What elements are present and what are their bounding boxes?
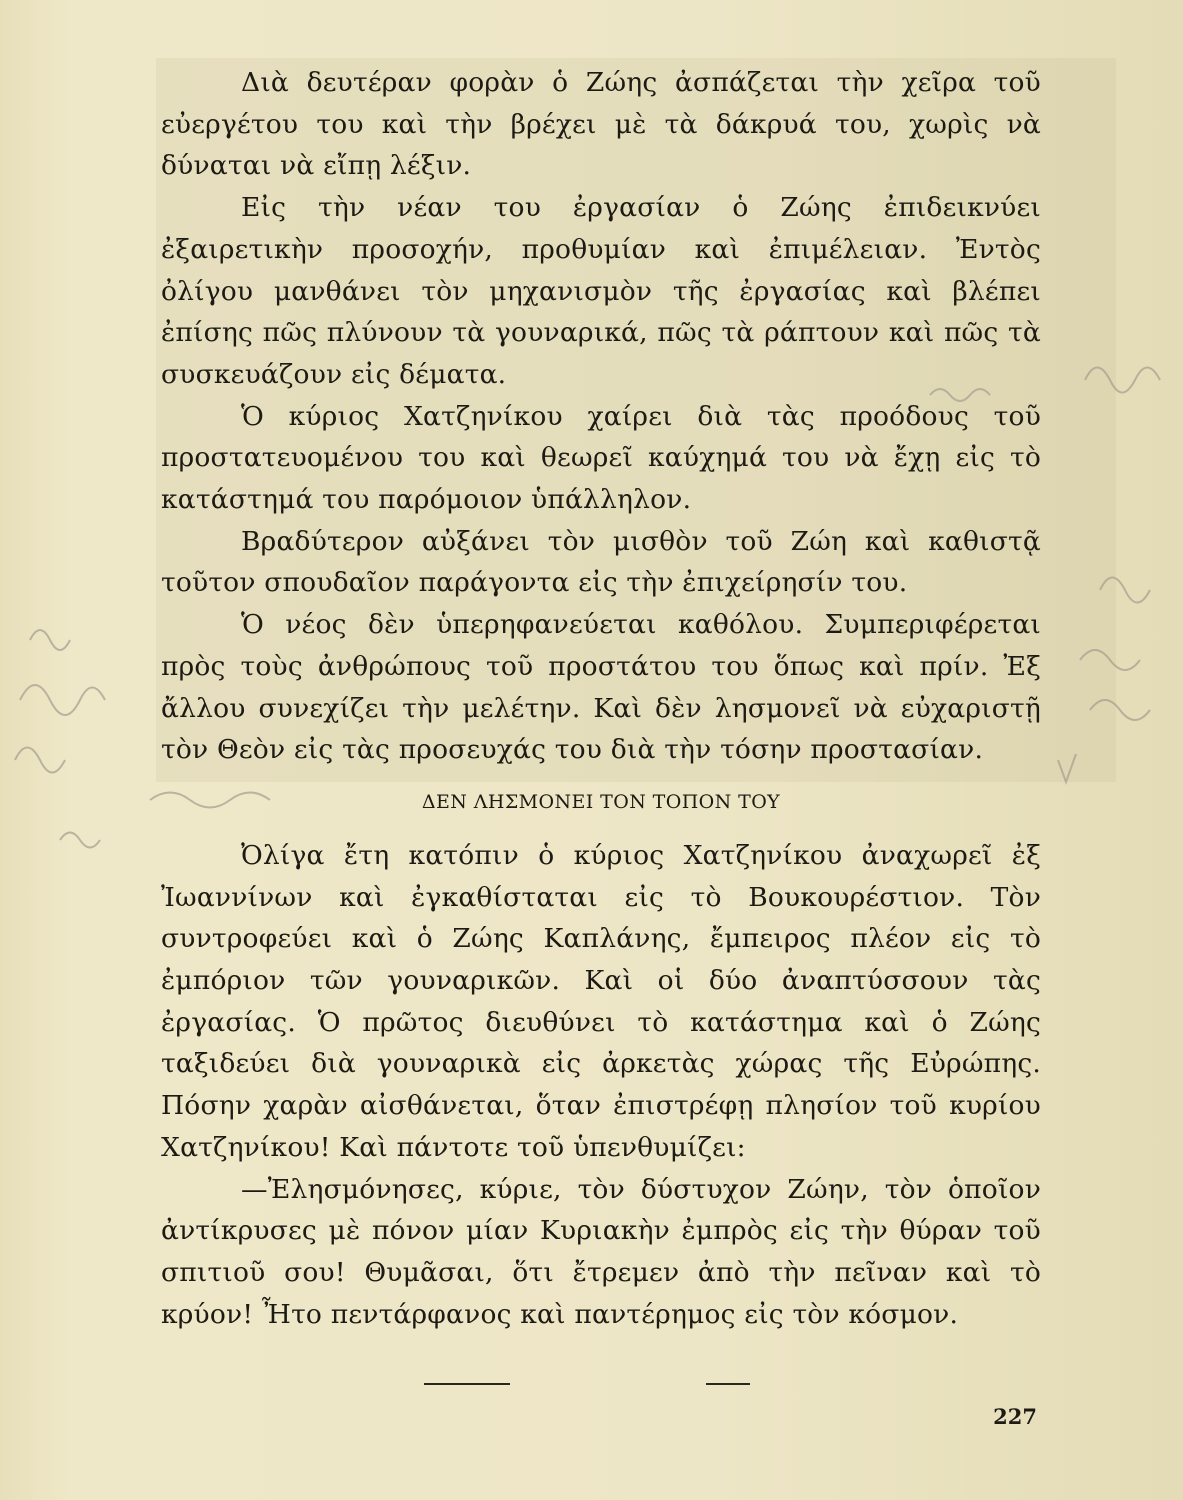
- paragraph-6: Ὀλίγα ἔτη κατόπιν ὁ κύριος Χατζηνίκου ἀναχωρεῖ ἐξ Ἰωαννίνων καὶ ἐγκαθίσταται εἰς τὸ Βουκουρέστιον. Τὸν συντροφεύει καὶ ὁ Ζώης Καπλάνης, ἔμπειρος πλέον εἰς τὸ ἐμπόριον τῶν γουναρικῶν. Καὶ οἱ δύο ἀναπτύσσουν τὰς ἐργασίας. Ὁ πρῶτος διευθύνει τὸ κατάστημα καὶ ὁ Ζώης ταξιδεύει διὰ γουναρικὰ εἰς ἀρκετὰς χώρας τῆς Εὐρώπης. Πόσην χαρὰν αἰσθάνεται, ὅταν ἐπιστρέφῃ πλησίον τοῦ κυρίου Χατζηνίκου! Καὶ πάντοτε τοῦ ὑπενθυμίζει:: [161, 839, 1041, 1163]
- margin-scribble-left-2: [20, 685, 105, 715]
- page-number: 227: [993, 1404, 1037, 1429]
- margin-scribble-left-1: [30, 630, 70, 650]
- margin-scribble-left-3: [15, 748, 65, 773]
- paragraph-3: Ὁ κύριος Χατζηνίκου χαίρει διὰ τὰς προόδους τοῦ προστατευομένου του καὶ θεωρεῖ καύχημά του νὰ ἔχῃ εἰς τὸ κατάστημά του παρόμοιον ὑπάλληλον.: [161, 400, 1041, 516]
- end-rule-left: [424, 1383, 510, 1385]
- section-heading: ΔΕΝ ΛΗΣΜΟΝΕΙ ΤΟΝ ΤΟΠΟΝ ΤΟΥ: [421, 790, 781, 813]
- paragraph-4: Βραδύτερον αὐξάνει τὸν μισθὸν τοῦ Ζώη καὶ καθιστᾷ τοῦτον σπουδαῖον παράγοντα εἰς τὴν ἐπιχείρησίν του.: [161, 525, 1041, 599]
- end-rule-right: [706, 1383, 750, 1385]
- body-text: [161, 62, 1041, 1335]
- margin-scribble-left-5: [60, 833, 100, 848]
- paragraph-5: Ὁ νέος δὲν ὑπερηφανεύεται καθόλου. Συμπεριφέρεται πρὸς τοὺς ἀνθρώπους τοῦ προστάτου του ὅπως καὶ πρίν. Ἐξ ἄλλου συνεχίζει τὴν μελέτην. Καὶ δὲν λησμονεῖ νὰ εὐχαριστῇ τὸν Θεὸν εἰς τὰς προσευχάς του διὰ τὴν τόσην προστασίαν.: [161, 609, 1041, 766]
- paragraph-7: —Ἐλησμόνησες, κύριε, τὸν δύστυχον Ζώην, τὸν ὁποῖον ἀντίκρυσες μὲ πόνον μίαν Κυριακὴν ἐμπρὸς εἰς τὴν θύραν τοῦ σπιτιοῦ σου! Θυμᾶσαι, ὅτι ἔτρεμεν ἀπὸ τὴν πεῖναν καὶ τὸ κρύον! Ἦτο πεντάρφανος καὶ παντέρημος εἰς τὸν κόσμον.: [161, 1173, 1041, 1330]
- paragraph-2: Εἰς τὴν νέαν του ἐργασίαν ὁ Ζώης ἐπιδεικνύει ἐξαιρετικὴν προσοχήν, προθυμίαν καὶ ἐπιμέλειαν. Ἐντὸς ὀλίγου μανθάνει τὸν μηχανισμὸν τῆς ἐργασίας καὶ βλέπει ἐπίσης πῶς πλύνουν τὰ γουναρικά, πῶς τὰ ράπτουν καὶ πῶς τὰ συσκευάζουν εἰς δέματα.: [161, 192, 1041, 390]
- paragraph-1: Διὰ δευτέραν φορὰν ὁ Ζώης ἀσπάζεται τὴν χεῖρα τοῦ εὐεργέτου του καὶ τὴν βρέχει μὲ τὰ δάκρυά του, χωρὶς νὰ δύναται νὰ εἴπῃ λέξιν.: [161, 67, 1041, 182]
